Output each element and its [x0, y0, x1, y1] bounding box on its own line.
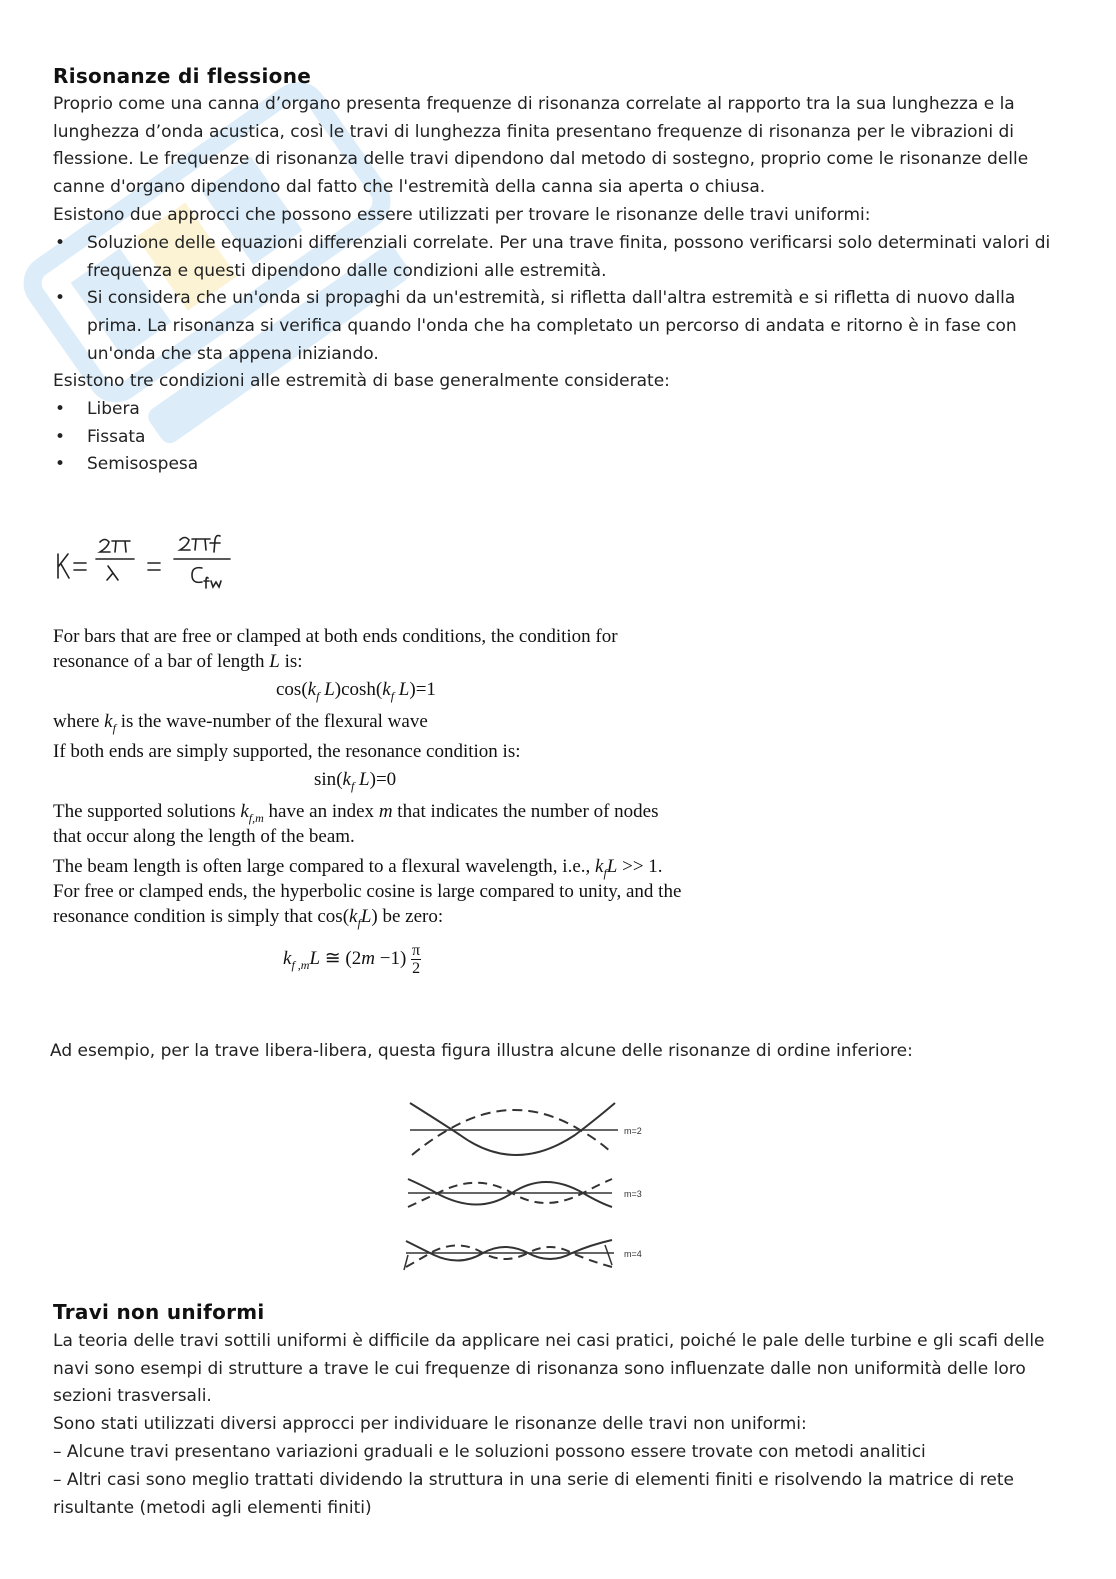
mode-label: m=2	[624, 1126, 642, 1136]
bullet-marker: •	[55, 426, 66, 447]
scan-line-6: that occur along the length of the beam.	[53, 826, 355, 847]
equation-cos-cosh: $\cos(k_f$ $L)\cosh(k_f$ L)=1	[276, 679, 436, 703]
list-item: • Semisospesa	[53, 451, 1068, 479]
scan-line-9: resonance condition is simply that $\cos(k_fL)$ be zero:	[53, 906, 444, 930]
section2-dash-1: – Alcune travi presentano variazioni graduali e le soluzioni possono essere trovate con metodi analitici	[53, 1442, 926, 1462]
list-item: • Soluzione delle equazioni differenziali correlate. Per una trave finita, possono verificarsi solo determinati valori di frequenza e questi dipendono dalle condizioni alle estremità.	[53, 230, 1068, 285]
section-title-risonanze: Risonanze di flessione	[53, 64, 312, 88]
mode-label: m=4	[624, 1249, 642, 1259]
list-item: • Si considera che un'onda si propaghi da un'estremità, si rifletta dall'altra estremità e si rifletta di nuovo dalla prima. La risonanza si verifica quando l'onda che ha completato un percorso di andata e ritorno è in fase con un'onda che sta appena iniziando.	[53, 285, 1068, 368]
bullet-marker: •	[55, 288, 66, 309]
bullet-marker: •	[55, 454, 66, 475]
approaches-intro: Esistono due approcci che possono essere utilizzati per trovare le risonanze delle travi uniformi:	[53, 205, 871, 225]
mode-m4	[404, 1240, 642, 1270]
scan-line-2: resonance of a bar of length L is:	[53, 651, 303, 672]
bullet-marker: •	[55, 233, 66, 253]
equation-approx: $k_{f ,m}L$ ≅ (2m −1) $\frac{\pi}{2}$	[283, 942, 421, 977]
mode-label: m=3	[624, 1189, 642, 1199]
beam-modes-figure	[400, 1095, 660, 1275]
figure-caption: Ad esempio, per la trave libera-libera, questa figura illustra alcune delle risonanze di ordine inferiore:	[50, 1041, 913, 1061]
section-title-travi: Travi non uniformi	[53, 1300, 265, 1324]
scan-line-5: The supported solutions $k_{f,m}$ have an index m that indicates the number of nodes	[53, 801, 659, 825]
section2-dash-2: – Altri casi sono meglio trattati dividendo la struttura in una serie di elementi finiti e risolvendo la matrice di rete risultante (metodi agli elementi finiti)	[53, 1470, 1014, 1518]
section2-intro: La teoria delle travi sottili uniformi è difficile da applicare nei casi pratici, poiché le pale delle turbine e gli scafi delle navi sono esempi di strutture a trave le cui frequenze di risonanza sono influenzate dalle non uniformità delle loro sezioni trasversali.	[53, 1331, 1045, 1407]
conditions-list	[53, 396, 1068, 479]
intro-paragraph: Proprio come una canna d’organo presenta frequenze di risonanza correlate al rapporto tra la sua lunghezza e la lunghezza d’onda acustica, così le travi di lunghezza finita presentano frequenze di risonanza per le vibrazioni di flessione. Le frequenze di risonanza delle travi dipendono dal metodo di sostegno, proprio come le risonanze delle canne d'organo dipendono dal fatto che l'estremità della canna sia aperta o chiusa.	[53, 94, 1029, 198]
approaches-list	[53, 230, 1068, 369]
handwritten-formula	[50, 528, 250, 600]
scan-line-7: The beam length is often large compared to a flexural wavelength, i.e., $k_fL >> 1$.	[53, 856, 663, 880]
bullet-marker: •	[55, 399, 66, 419]
equation-sin: $\sin(k_f$ L)=0	[314, 769, 397, 793]
mode-m3	[408, 1179, 642, 1207]
list-item: • Libera	[53, 396, 1068, 424]
scan-line-4: If both ends are simply supported, the resonance condition is:	[53, 741, 521, 762]
section2-approaches-intro: Sono stati utilizzati diversi approcci per individuare le risonanze delle travi non uniformi:	[53, 1414, 807, 1434]
conditions-intro: Esistono tre condizioni alle estremità di base generalmente considerate:	[53, 371, 670, 391]
scan-line-3: where $k_f$ is the wave-number of the flexural wave	[53, 711, 428, 735]
scan-line-8: For free or clamped ends, the hyperbolic cosine is large compared to unity, and the	[53, 881, 682, 902]
scan-line-1: For bars that are free or clamped at both ends conditions, the condition for	[53, 626, 618, 647]
list-item: • Fissata	[53, 424, 1068, 452]
mode-m2	[410, 1103, 642, 1155]
